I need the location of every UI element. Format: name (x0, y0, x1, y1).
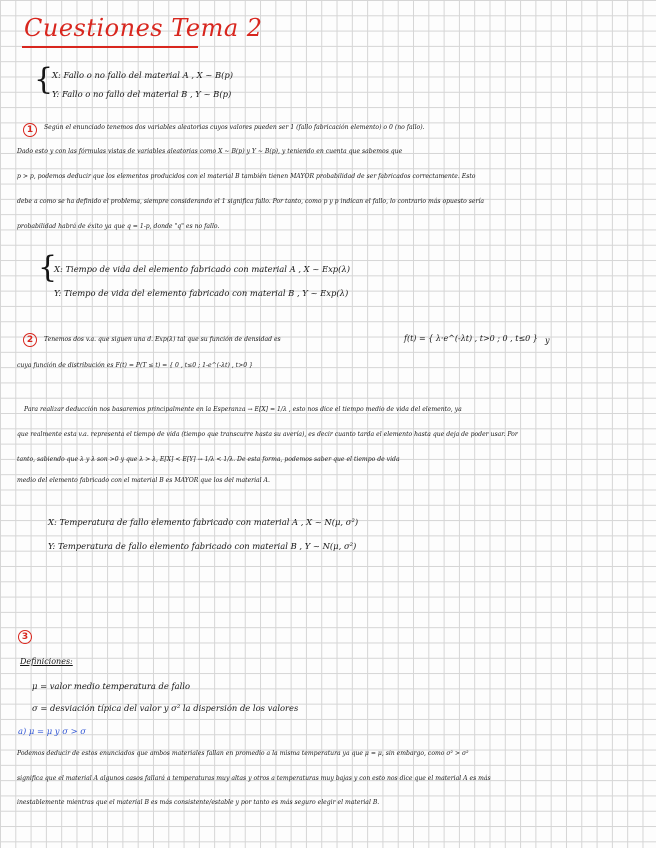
definitions-label: Definiciones: (20, 657, 73, 666)
title-underline (22, 46, 198, 48)
brace: { (38, 250, 58, 285)
q2-line: cuya función de distribución es F(t) = P(T ≤ t) = { 0 , t≤0 ; 1-e^(-λt) , t>0 } (17, 362, 253, 369)
q3-line: significa que el material A algunos casos fallará a temperaturas muy altas y otros a temperaturas muy bajas y con esto nos dice que el material A es más (17, 775, 491, 782)
q3-line: inestablemente mientras que el material B es más consistente/estable y por tanto es más seguro elegir el material B. (17, 799, 380, 806)
q2-paragraph-line: medio del elemento fabricado con el material B es MAYOR que los del material A. (17, 477, 270, 484)
q2-line: Tenemos dos v.a. que siguen una d. Exp(λ) tal que su función de densidad es (44, 336, 281, 343)
var-x-line: X: Temperatura de fallo elemento fabricado con material A , X ~ N(μ, σ²) (48, 517, 359, 527)
q1-line: p > p, podemos deducir que los elementos producidos con el material B también tienen MAYOR probabilidad de ser fabricados correctamente. Esto (17, 173, 476, 180)
q1-line: probabilidad habrá de éxito ya que q = 1-p, donde "q" es no fallo. (17, 223, 220, 230)
part-a-label: a) μ = μ y σ > σ (18, 726, 86, 736)
question-number-1: 1 (23, 123, 37, 137)
q2-paragraph-line: Para realizar deducción nos basaremos principalmente en la Esperanza → E[X] = 1/λ , esto nos dice el tiempo medio de vida del elemento, ya (24, 406, 462, 413)
q2-paragraph-line: que realmente esta v.a. representa el tiempo de vida (tiempo que transcurre hasta su avería), es decir cuanto tarda el elemento hasta que deja de poder usar. Por (17, 431, 518, 438)
var-y-line: Y: Tiempo de vida del elemento fabricado con material B , Y ~ Exp(λ) (54, 288, 349, 298)
brace: { (34, 62, 54, 97)
density-formula: f(t) = { λ·e^(-λt) , t>0 ; 0 , t≤0 } (404, 334, 538, 343)
var-y-line: Y: Fallo o no fallo del material B , Y ~ B(p) (52, 89, 232, 99)
definition-mu: μ = valor medio temperatura de fallo (32, 681, 191, 691)
page-title: Cuestiones Tema 2 (24, 14, 263, 42)
q3-line: Podemos deducir de estos enunciados que ambos materiales fallan en promedio a la misma temperatura ya que μ = μ, sin embargo, como σ² > σ² (17, 750, 469, 757)
q1-line: debe a como se ha definido el problema, siempre considerando el 1 significa fallo. Por tanto, como p y p indican el fallo, lo contrario más opuesto sería (17, 198, 484, 205)
conjunction: y (545, 336, 550, 345)
question-number-2: 2 (23, 333, 37, 347)
q1-line: Según el enunciado tenemos dos variables aleatorias cuyos valores pueden ser 1 (fallo fabricación elemento) o 0 (no fallo). (44, 124, 425, 131)
question-number-3: 3 (18, 630, 32, 644)
q2-paragraph-line: tanto, sabiendo que λ y λ son >0 y que λ > λ, E[X] < E[Y] → 1/λ < 1/λ. De esta forma, podemos saber que el tiempo de vida (17, 456, 400, 463)
var-y-line: Y: Temperatura de fallo elemento fabricado con material B , Y ~ N(μ, σ²) (48, 541, 357, 551)
definition-sigma: σ = desviación típica del valor y σ² la dispersión de los valores (32, 703, 299, 713)
var-x-line: X: Fallo o no fallo del material A , X ~ B(p) (52, 70, 234, 80)
q1-line: Dado esto y con las fórmulas vistas de variables aleatorias como X ~ B(p) y Y ~ B(p), y teniendo en cuenta que sabemos que (17, 148, 403, 155)
var-x-line: X: Tiempo de vida del elemento fabricado con material A , X ~ Exp(λ) (54, 264, 351, 274)
